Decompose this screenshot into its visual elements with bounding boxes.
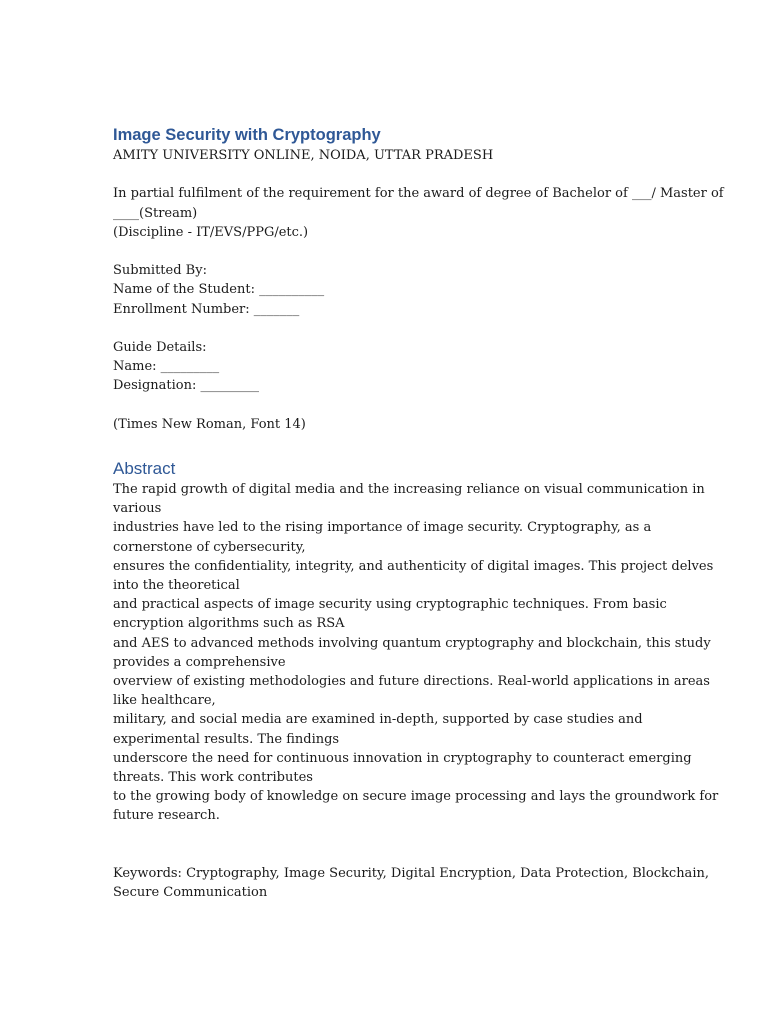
abstract-line: and AES to advanced methods involving quantum cryptography and blockchain, this study xyxy=(113,635,711,651)
abstract-line: like healthcare, xyxy=(113,693,216,709)
abstract-line: future research. xyxy=(113,808,220,824)
keywords-line: Secure Communication xyxy=(113,884,268,900)
keywords-block xyxy=(113,864,709,902)
student-name-line: Name of the Student: __________ xyxy=(113,282,325,298)
abstract-line: underscore the need for continuous innovation in cryptography to counteract emerging xyxy=(113,750,692,766)
abstract-line: threats. This work contributes xyxy=(113,770,313,786)
fulfilment-block xyxy=(113,184,724,242)
enrollment-number-line: Enrollment Number: _______ xyxy=(113,301,300,317)
abstract-line: overview of existing methodologies and future directions. Real-world applications in areas xyxy=(113,674,710,690)
keywords-line: Keywords: Cryptography, Image Security, Digital Encryption, Data Protection, Blockchain, xyxy=(113,865,709,881)
abstract-line: to the growing body of knowledge on secure image processing and lays the groundwork for xyxy=(113,789,719,805)
abstract-line: into the theoretical xyxy=(113,578,240,593)
font-note: (Times New Roman, Font 14) xyxy=(113,416,306,432)
fulfilment-line: (Discipline - IT/EVS/PPG/etc.) xyxy=(113,224,309,240)
submitted-by-block xyxy=(113,261,658,319)
submitted-by-label: Submitted By: xyxy=(113,263,207,279)
abstract-line: cornerstone of cybersecurity, xyxy=(113,539,306,555)
abstract-line: The rapid growth of digital media and the increasing reliance on visual communication in xyxy=(113,481,705,497)
abstract-line: provides a comprehensive xyxy=(113,654,286,670)
abstract-line: industries have led to the rising importance of image security. Cryptography, as a xyxy=(113,520,652,536)
abstract-line: and practical aspects of image security using cryptographic techniques. From basic xyxy=(113,597,667,613)
document-page xyxy=(113,124,724,902)
fulfilment-line: ____(Stream) xyxy=(113,205,198,221)
abstract-line: experimental results. The findings xyxy=(113,731,340,747)
abstract-line: various xyxy=(113,501,162,517)
guide-designation-line: Designation: _________ xyxy=(113,378,259,394)
guide-name-line: Name: _________ xyxy=(113,359,220,375)
document-title: Image Security with Cryptography xyxy=(113,126,381,144)
guide-details-block xyxy=(113,338,658,396)
abstract-line: military, and social media are examined in-depth, supported by case studies and xyxy=(113,712,643,728)
abstract-body xyxy=(113,480,719,826)
fulfilment-line: In partial fulfilment of the requirement for the award of degree of Bachelor of ___/ Master of xyxy=(113,186,724,202)
institution-line: AMITY UNIVERSITY ONLINE, NOIDA, UTTAR PRADESH xyxy=(113,148,494,163)
abstract-line: encryption algorithms such as RSA xyxy=(113,616,345,632)
abstract-heading: Abstract xyxy=(113,458,176,478)
guide-details-label: Guide Details: xyxy=(113,339,207,355)
abstract-line: ensures the confidentiality, integrity, and authenticity of digital images. This project delves xyxy=(113,558,714,574)
